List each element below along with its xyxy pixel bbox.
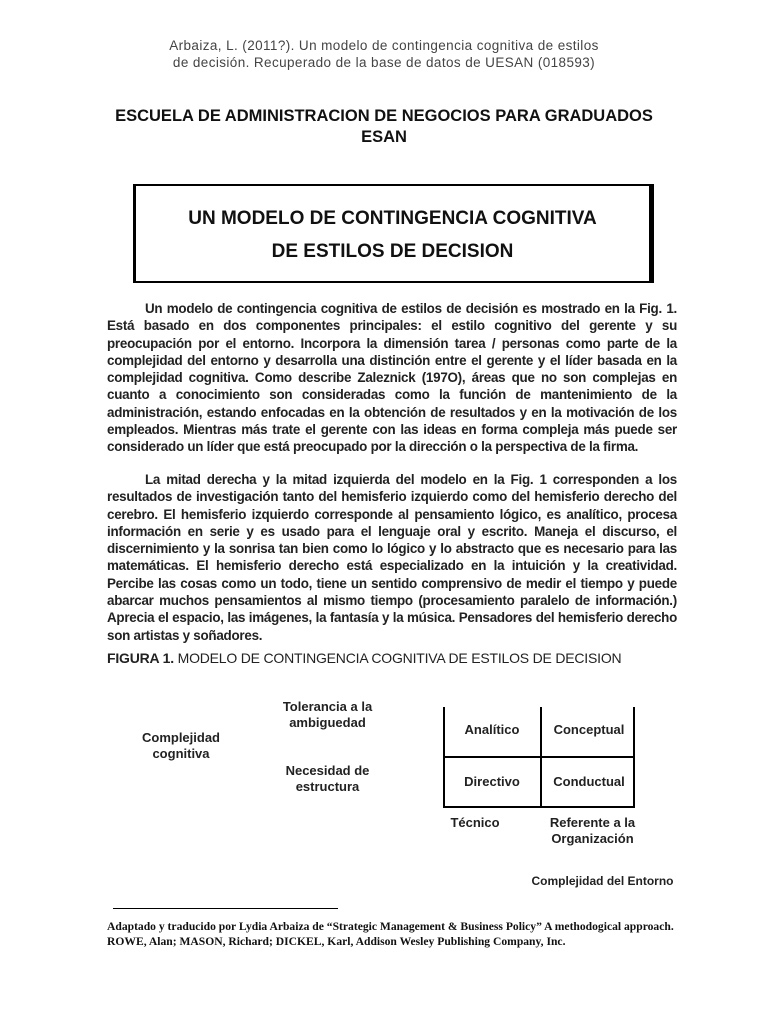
school-heading [0,106,768,148]
citation-line-1: Arbaiza, L. (2011?). Un modelo de contingencia cognitiva de estilos [169,38,599,53]
footnote-separator [113,908,338,909]
bottom-row-label: Necesidad de estructura [285,763,370,794]
y-axis-label: Complejidad cognitiva [141,730,220,761]
decision-style-matrix [443,707,635,808]
figure-caption-text: MODELO DE CONTINGENCIA COGNITIVA DE ESTILOS DE DECISION [173,650,622,666]
x-axis-label: Complejidad del Entorno [531,874,674,888]
cell-directivo: Directivo [464,774,520,789]
school-line-1: ESCUELA DE ADMINISTRACION DE NEGOCIOS PARA GRADUADOS [115,107,653,125]
matrix-horizontal-divider [445,756,633,758]
figure-label: FIGURA 1. [107,650,174,666]
body-paragraph-2: La mitad derecha y la mitad izquierda del modelo en la Fig. 1 corresponden a los resultados de investigación tanto del hemisferio izquierdo como del hemisferio derecho del cerebro. El hemisferio izquierdo corresponde al pensamiento lógico, es analítico, procesa información en serie y es usado para el lenguaje oral y escrito. Maneja el discurso, el discernimiento y la sonrisa tan bien como lo lógico y lo abstracto que es necesario para las matemáticas. El hemisferio derecho está especializado en la intuición y la creatividad. Percibe las cosas como un todo, tiene un sentido comprensivo de medir el tiempo y puede abarcar muchos pensamientos al mismo tiempo (procesamiento paralelo de información.) Aprecia el espacio, las imágenes, la fantasía y la música. Pensadores del hemisferio derecho son artistas y soñadores. [107,472,677,643]
citation-line-2: de decisión. Recuperado de la base de datos de UESAN (018593) [172,55,596,70]
cell-analitico: Analítico [464,722,520,737]
title-line-1: UN MODELO DE CONTINGENCIA COGNITIVA [188,208,597,229]
top-row-label: Tolerancia a la ambiguedad [282,699,373,730]
cell-conductual: Conductual [553,774,625,789]
citation [0,37,768,71]
figure-caption [107,650,707,666]
title-box [133,184,654,283]
school-line-2: ESAN [361,128,407,146]
footnote: Adaptado y traducido por Lydia Arbaiza de “Strategic Management & Business Policy” A methodogical approach. ROWE, Alan; MASON, Richard; DICKEL, Karl, Addison Wesley Publishing Company, Inc. [107,920,674,948]
body-paragraph-1: Un modelo de contingencia cognitiva de estilos de decisión es mostrado en la Fig. 1. Está basado en dos componentes principales: el estilo cognitivo del gerente y su preocupación por el entorno. Incorpora la dimensión tarea / personas como parte de la complejidad del entorno y desarrolla una distinción entre el gerente y el líder basada en la complejidad cognitiva. Como describe Zaleznick (197O), áreas que no son complejas en cuanto a conocimiento son consideradas como la función de mantenimiento de la administración, estando enfocadas en la obtención de resultados y en la motivación de los empleados. Mientras más trate el gerente con las ideas en forma compleja más puede ser considerado un líder que está preocupado por la dirección o la perspectiva de la firma. [107,301,677,455]
cell-conceptual: Conceptual [553,722,625,737]
left-column-label: Técnico [450,815,500,830]
title-line-2: DE ESTILOS DE DECISION [271,241,514,262]
right-column-label: Referente a la Organización [549,815,636,846]
